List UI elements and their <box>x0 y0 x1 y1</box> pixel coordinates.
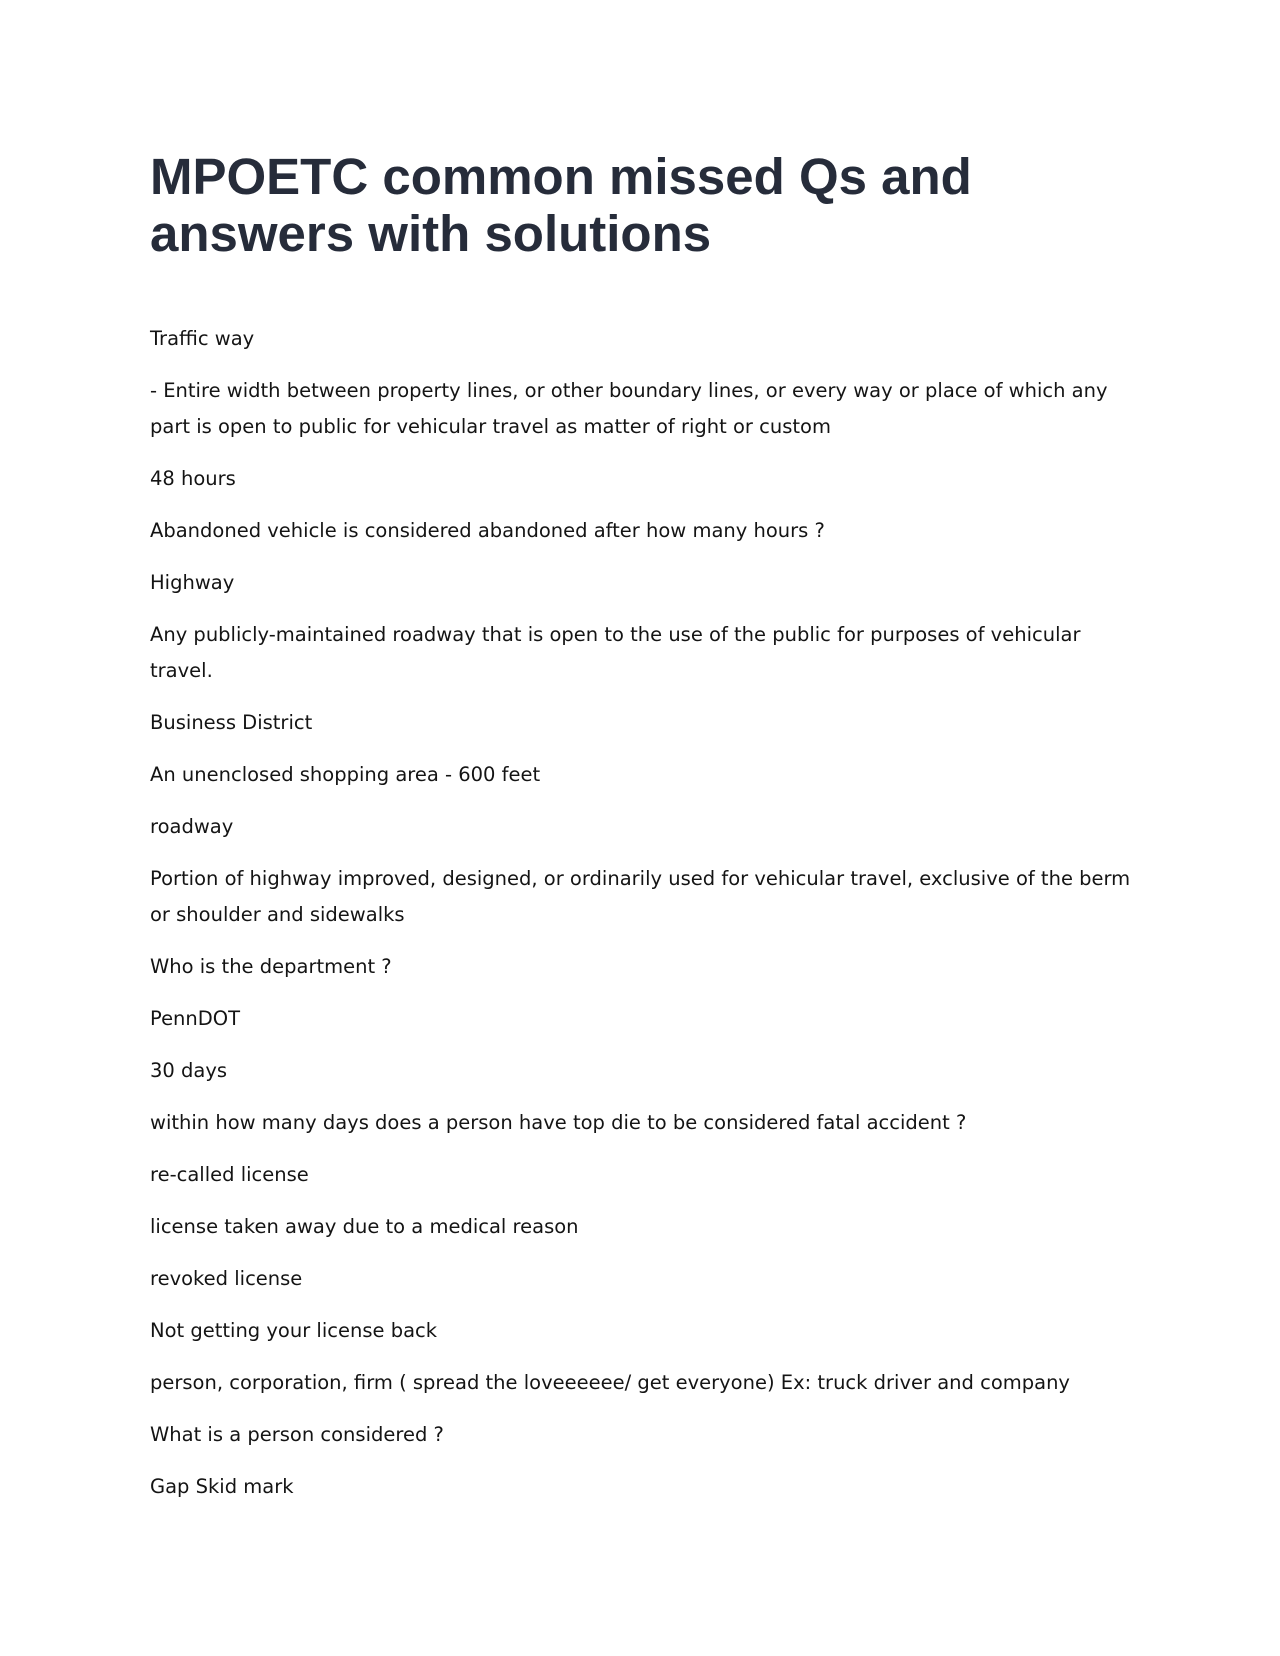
paragraph: 30 days <box>150 1059 228 1082</box>
paragraph: Highway <box>150 571 235 594</box>
paragraph: roadway <box>150 815 234 838</box>
document-title: MPOETC common missed Qs and answers with solutions <box>150 148 972 262</box>
paragraph: Gap Skid mark <box>150 1475 294 1498</box>
paragraph: What is a person considered ? <box>150 1423 444 1446</box>
paragraph: 48 hours <box>150 467 236 490</box>
paragraph: Who is the department ? <box>150 955 392 978</box>
paragraph: Abandoned vehicle is considered abandoned after how many hours ? <box>150 519 825 542</box>
paragraph: An unenclosed shopping area - 600 feet <box>150 763 541 786</box>
paragraph: within how many days does a person have top die to be considered fatal accident ? <box>150 1111 967 1134</box>
paragraph: PennDOT <box>150 1007 241 1030</box>
paragraph: re-called license <box>150 1163 309 1186</box>
paragraph: revoked license <box>150 1267 303 1290</box>
document-body <box>150 321 1140 1521</box>
paragraph: Traffic way <box>150 327 255 350</box>
paragraph: license taken away due to a medical reason <box>150 1215 579 1238</box>
paragraph: - Entire width between property lines, or other boundary lines, or every way or place of which any part is open to public for vehicular travel as matter of right or custom <box>150 379 1108 438</box>
paragraph: person, corporation, firm ( spread the loveeeeee/ get everyone) Ex: truck driver and company <box>150 1371 1070 1394</box>
paragraph: Not getting your license back <box>150 1319 438 1342</box>
paragraph: Any publicly-maintained roadway that is open to the use of the public for purposes of vehicular travel. <box>150 623 1081 682</box>
paragraph: Portion of highway improved, designed, or ordinarily used for vehicular travel, exclusive of the berm or shoulder and sidewalks <box>150 867 1131 926</box>
paragraph: Business District <box>150 711 313 734</box>
